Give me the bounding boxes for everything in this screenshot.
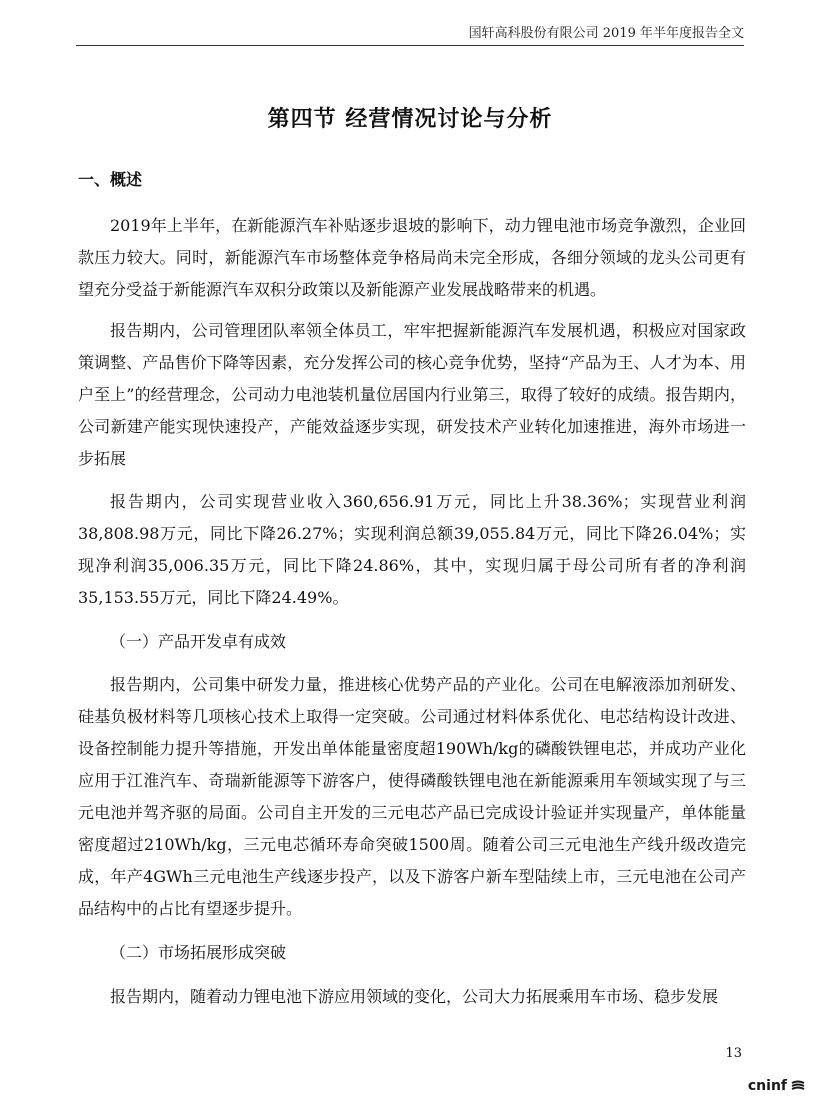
cninf-logo-text: cninf [747,1078,787,1094]
section-heading: 一、概述 [78,170,143,189]
paragraph-overview: 2019年上半年，在新能源汽车补贴逐步退坡的影响下，动力锂电池市场竞争激烈，企业回款压力较大。同时，新能源汽车市场整体竞争格局尚未完全形成，各细分领域的龙头公司更有望充分受益于新能源汽车双积分政策以及新能源产业发展战略带来的机遇。 [78,216,746,299]
page-number: 13 [725,1046,742,1061]
subsection-market-expansion: （二）市场拓展形成突破 [110,943,287,962]
paragraph-management: 报告期内，公司管理团队率领全体员工，牢牢把握新能源汽车发展机遇，积极应对国家政策调整、产品售价下降等因素，充分发挥公司的核心竞争优势，坚持“产品为王、人才为本、用户至上”的经营理念，公司动力电池装机量位居国内行业第三，取得了较好的成绩。报告期内，公司新建产能实现快速投产，产能效益逐步实现，研发技术产业转化加速推进，海外市场进一步拓展 [78,321,746,468]
cninf-logo [748,1078,806,1094]
page-title: 第四节 经营情况讨论与分析 [267,107,553,132]
header-divider [76,45,744,46]
cninf-logo-icon [790,1080,806,1092]
report-header: 国轩高科股份有限公司 2019 年半年度报告全文 [468,26,744,41]
paragraph-market: 报告期内，随着动力锂电池下游应用领域的变化，公司大力拓展乘用车市场、稳步发展 [110,987,719,1006]
paragraph-financials: 报告期内，公司实现营业收入360,656.91万元，同比上升38.36%；实现营业利润38,808.98万元，同比下降26.27%；实现利润总额39,055.84万元，同比下降26.04%；实现净利润35,006.35万元，同比下降24.86%，其中，实现归属于母公司所有者的净利润35,153.55万元，同比下降24.49%。 [78,492,746,607]
paragraph-rnd: 报告期内，公司集中研发力量，推进核心优势产品的产业化。公司在电解液添加剂研发、硅基负极材料等几项核心技术上取得一定突破。公司通过材料体系优化、电芯结构设计改进、设备控制能力提升等措施，开发出单体能量密度超190Wh/kg的磷酸铁锂电芯，并成功产业化应用于江淮汽车、奇瑞新能源等下游客户，使得磷酸铁锂电池在新能源乘用车领域实现了与三元电池并驾齐驱的局面。公司自主开发的三元电芯产品已完成设计验证并实现量产，单体能量密度超过210Wh/kg，三元电芯循环寿命突破1500周。随着公司三元电池生产线升级改造完成，年产4GWh三元电池生产线逐步投产，以及下游客户新车型陆续上市，三元电池在公司产品结构中的占比有望逐步提升。 [78,675,746,918]
subsection-product-development: （一）产品开发卓有成效 [110,632,287,651]
